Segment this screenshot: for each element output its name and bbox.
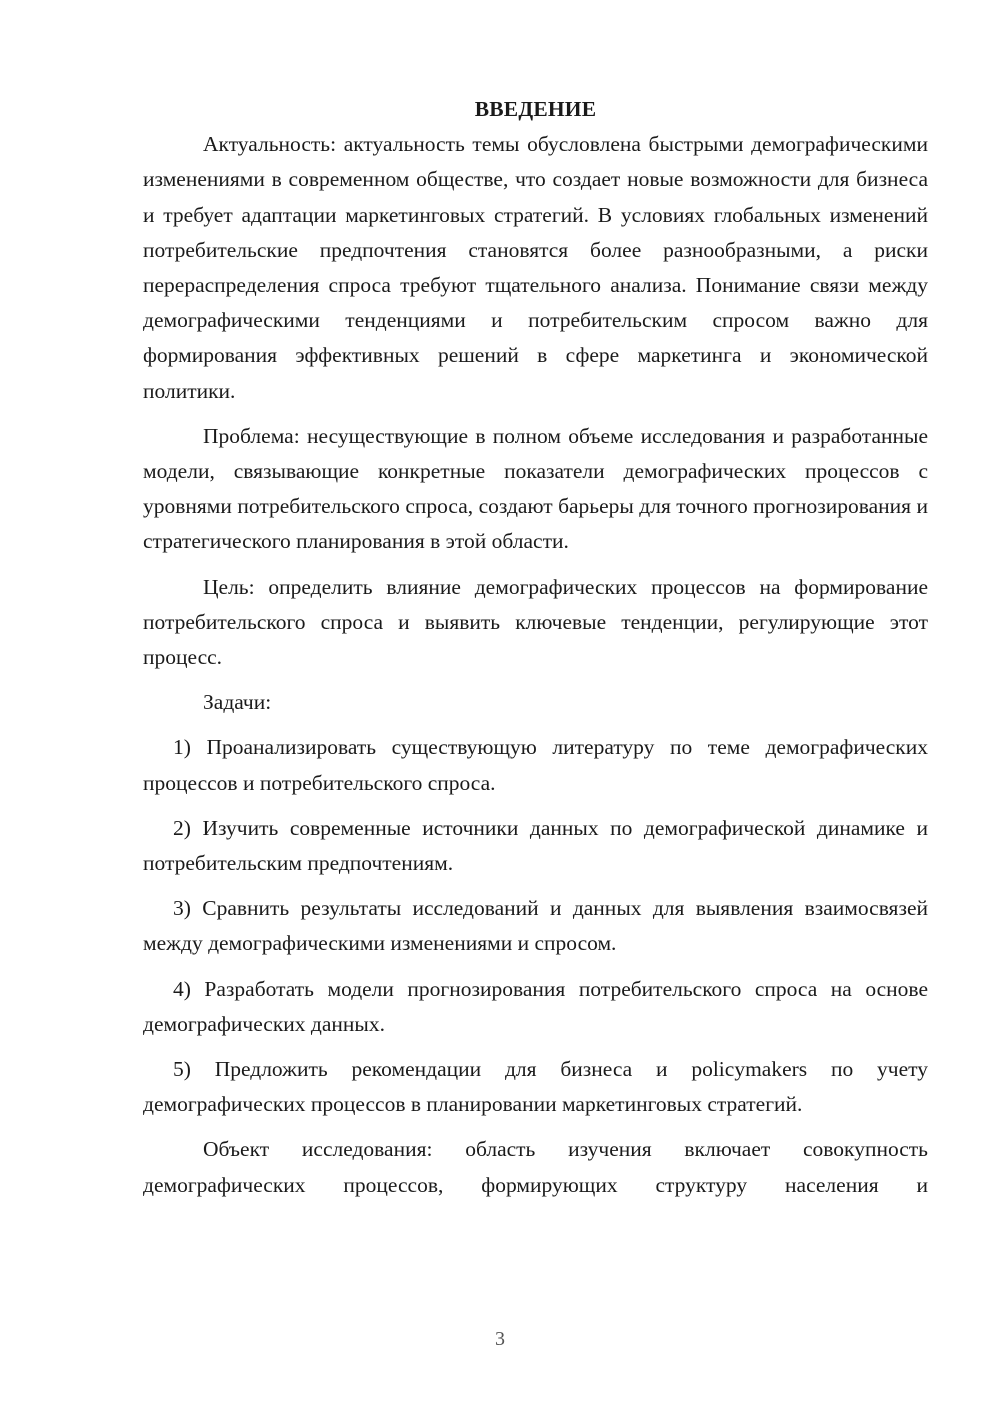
relevance-paragraph: Актуальность: актуальность темы обусловлена быстрыми демографическими изменениями в современном обществе, что создает новые возможности для бизнеса и требует адаптации маркетинговых стратегий. В условиях глобальных изменений потребительские предпочтения становятся более разнообразными, а риски перераспределения спроса требуют тщательного анализа. Понимание связи между демографическими тенденциями и потребительским спросом важно для формирования эффективных решений в сфере маркетинга и экономической политики. [143,132,928,403]
task-item-2: 2) Изучить современные источники данных по демографической динамике и потребительским предпочтениям. [143,815,928,876]
goal-paragraph: Цель: определить влияние демографических процессов на формирование потребительского спроса и выявить ключевые тенденции, регулирующие этот процесс. [143,574,928,670]
problem-paragraph: Проблема: несуществующие в полном объеме исследования и разработанные модели, связывающие конкретные показатели демографических процессов с уровнями потребительского спроса, создают барьеры для точного прогнозирования и стратегического планирования в этой области. [143,423,928,554]
section-title: ВВЕДЕНИЕ [474,97,597,121]
task-item-5: 5) Предложить рекомендации для бизнеса и policymakers по учету демографических процессов в планировании маркетинговых стратегий. [143,1057,928,1117]
document-page [143,92,928,1203]
task-item-1: 1) Проанализировать существующую литературу по теме демографических процессов и потребительского спроса. [143,735,928,795]
object-paragraph: Объект исследования: область изучения включает совокупность демографических процессов, формирующих структуру населения и [143,1137,928,1197]
page-number: 3 [495,1328,505,1350]
task-item-3: 3) Сравнить результаты исследований и данных для выявления взаимосвязей между демографическими изменениями и спросом. [143,896,928,956]
task-item-4: 4) Разработать модели прогнозирования потребительского спроса на основе демографических данных. [143,976,928,1036]
tasks-heading: Задачи: [203,690,272,715]
